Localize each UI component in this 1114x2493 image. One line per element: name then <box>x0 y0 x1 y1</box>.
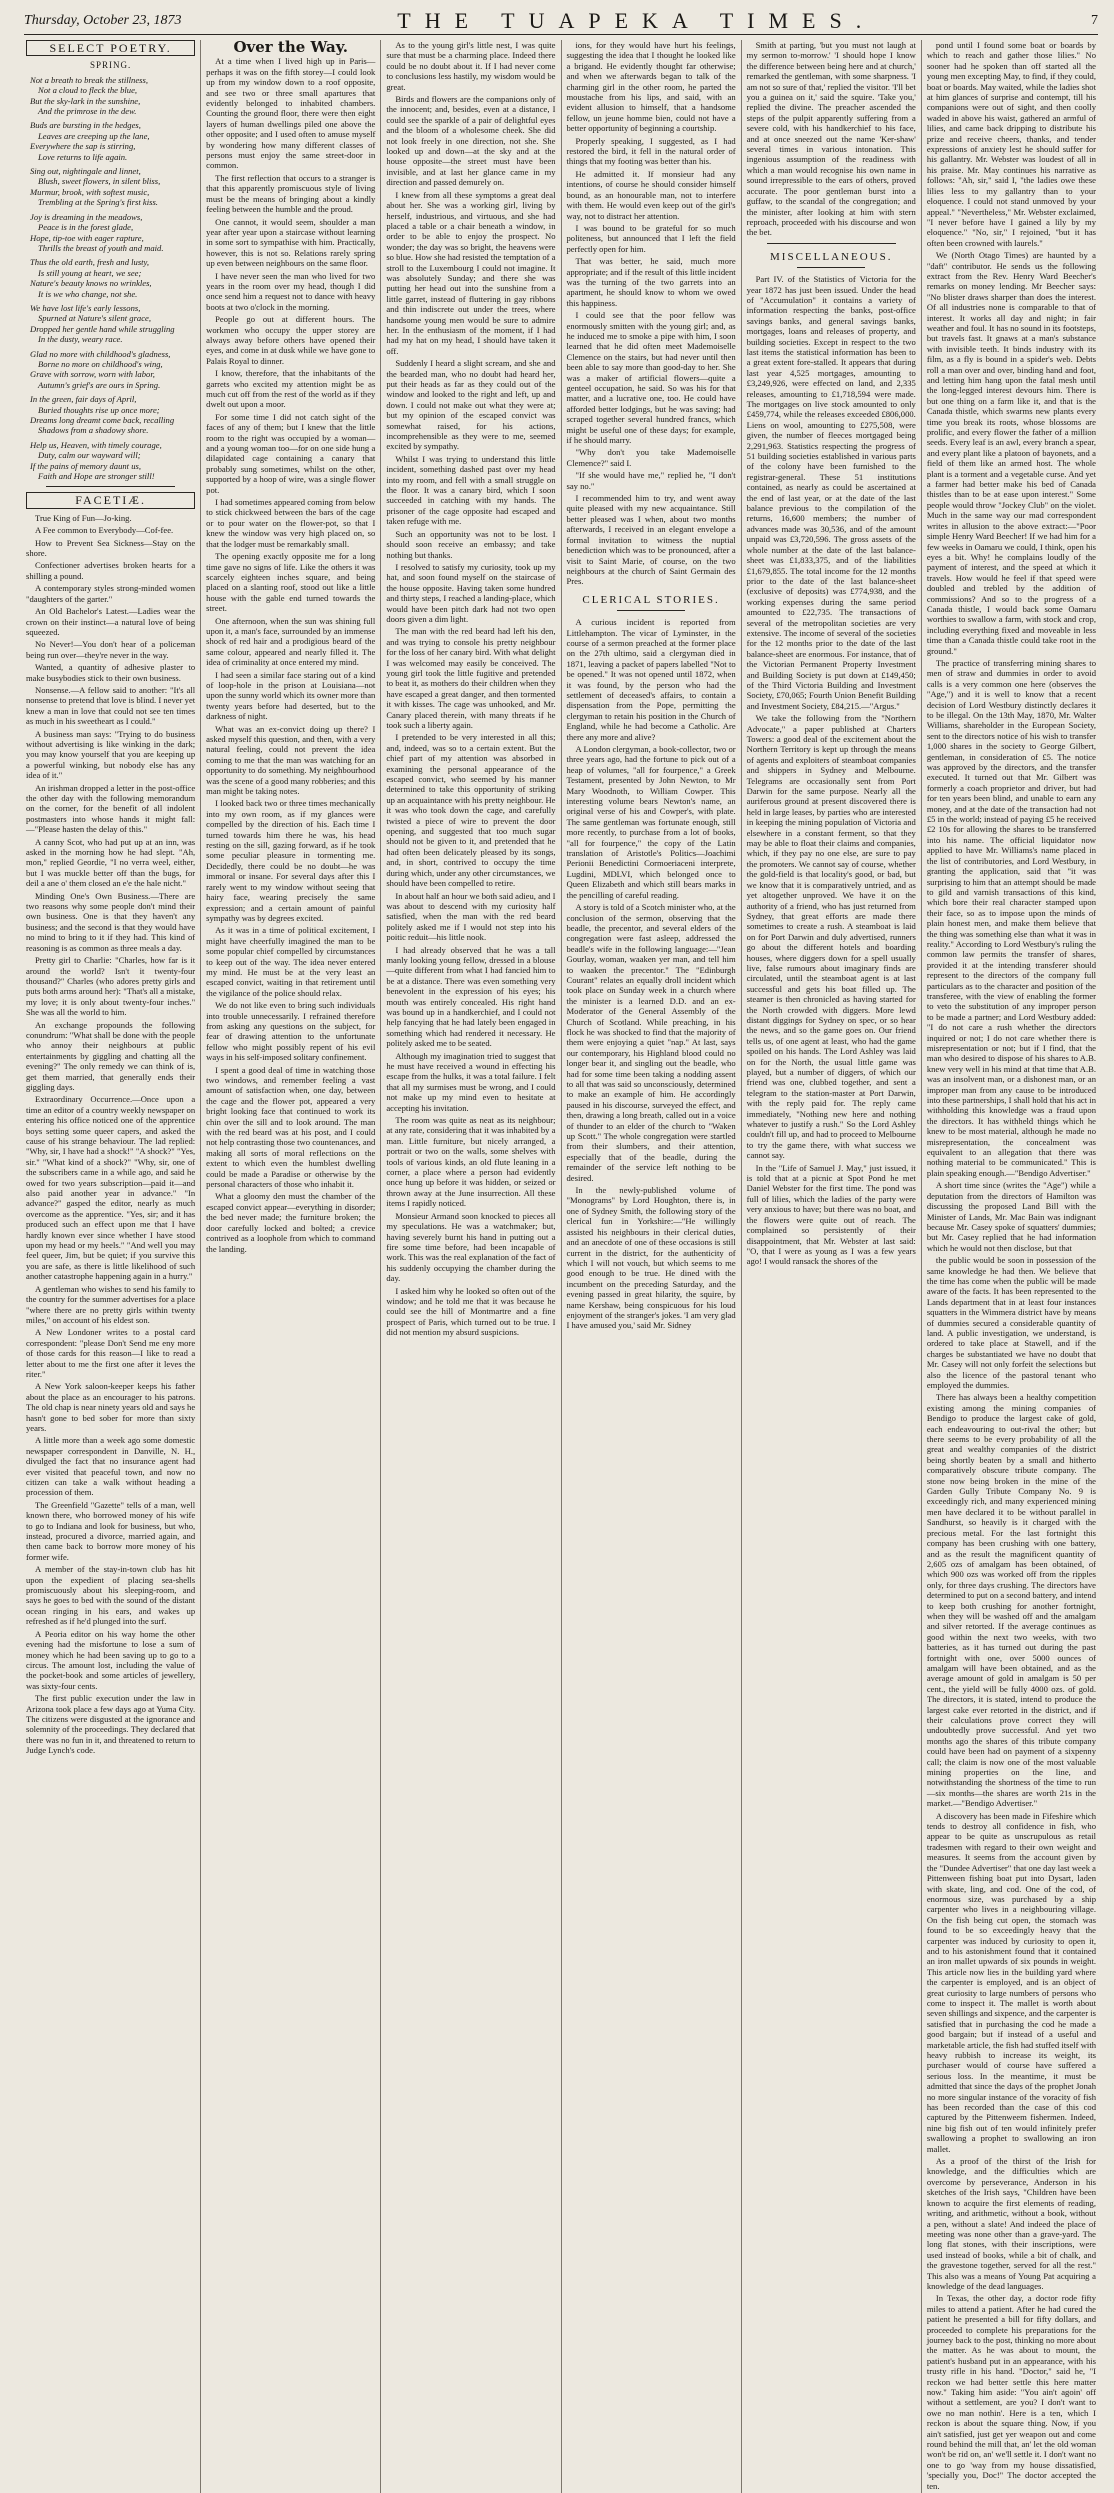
article-paragraph: At a time when I lived high up in Paris—perhaps it was on the fifth storey—I could look up from my window down to a roof opposite, and see two or three small apartures that evidently belonged to inhabited chambers. Counting the ground floor, there were then eight layers of human dwellings piled one above the other opposite; and I used often to amuse myself by wondering how many different classes of persons must enjoy the same street-door in common. <box>206 56 376 171</box>
divider <box>617 610 685 611</box>
poem-line: Everywhere the sap is stirring, <box>30 141 136 152</box>
article-paragraph: The first reflection that occurs to a stranger is that this apparently promiscuous style of living must be the means of bringing about a kindly feeling between the humble and the proud. <box>206 172 376 215</box>
article-paragraph: I could see that the poor fellow was enormously smitten with the young girl; and, as he induced me to smoke a pipe with him, I soon learned that he did often meet Mademoiselle Clemence on the stairs, but had never until then been able to say more than good-day to her. She was a maker of artificial flowers—quite a genteel occupation, he said. So was his for that matter, and a lucrative one, too. He could have afforded better lodgings, but he was saving; had scraped together several hundred francs, which might be useful one of these days; for example, if he should marry. <box>566 310 736 446</box>
article-paragraph: Confectioner advertises broken hearts for a shilling a pound. <box>26 560 196 581</box>
poem-line: If the pains of memory daunt us, <box>30 460 141 471</box>
article-paragraph: An irishman dropped a letter in the post-office the other day with the following memorandum on the corner, for the benefit of all indolent postmasters into whose hands it might fall:—"Please hasten the delay of this." <box>26 782 196 835</box>
poem-line: Glad no more with childhood's gladness, <box>30 348 171 359</box>
article-paragraph: A curious incident is reported from Littlehampton. The vicar of Lyminster, in the course of a sermon preached at the former place on the 27th ultimo, said a clergyman died in 1871, leaving a packet of papers labelled "Not to be opened." It was not opened until 1872, when it was found, by the person who had the settlement of deceased's affairs, to contain a dispensation from the Pope, permitting the clergyman to retain his position in the Church of England, while he had become a Catholic. Are there any more and alive? <box>566 617 736 742</box>
columns <box>24 38 1098 2491</box>
poem-line: In the green, fair days of April, <box>30 394 137 405</box>
column-6 <box>925 40 1098 2493</box>
article-paragraph: He admitted it. If monsieur had any intentions, of course he should consider himself bound, as an honourable man, not to interfere with them. He would even keep out of the girl's way, not to distract her attention. <box>566 168 736 221</box>
poem-line: Buried thoughts rise up once more; <box>38 404 160 415</box>
poem-stanza <box>26 394 195 436</box>
divider <box>46 486 175 487</box>
poem-line: Blush, sweet flowers, in silent bliss, <box>38 176 161 187</box>
article-paragraph: I had seen a similar face staring out of a kind of loop-hole in the prison at Louisiana—not upon the sunny world which its owner more than twenty years before had deserted, but to the darkness of night. <box>206 669 376 722</box>
article-paragraph: What a gloomy den must the chamber of the escaped convict appear—everything in disorder; the bed never made; the furniture broken; the door carefully locked and bolted; a crevice contrived as a loophole from which to command the landing. <box>206 1191 376 1254</box>
article-paragraph: I had already observed that he was a tall manly looking young fellow, dressed in a blouse—quite different from what I had fancied him to be at a distance. There was even something very benevolent in the expression of his eyes; his mouth was entirely concealed. His right hand was bound up in a handkerchief, and I could not help fancying that he had lately been engaged in something which had rendered it necessary. He politely asked me to be seated. <box>386 944 556 1049</box>
poem-line: Shadows from a shadowy shore. <box>38 425 149 436</box>
article-paragraph: Pretty girl to Charlie: "Charles, how far is it around the world? Isn't it twenty-four thousand?" Charles (who adores pretty girls and puts both arms around her): "That's all a mistake, my love; it is only about twenty-four inches." She was all the world to him. <box>26 955 196 1018</box>
page-number: 7 <box>1090 13 1098 28</box>
poem-stanza <box>26 303 195 345</box>
article-paragraph: No Never!—You don't hear of a policeman being run over—they're never in the way. <box>26 639 196 660</box>
over-the-way-heading: Over the Way. <box>233 38 348 56</box>
article-paragraph: "If she would have me," replied he, "I don't say no." <box>566 470 736 491</box>
article-paragraph: the public would be soon in possession of the same knowledge he had then. We believe that the time has come when the public will be made aware of the facts. It has been represented to the Lands department that in at least four instances squatters in the Wimmera district have by means of dummies secured a considerable quantity of land. A public investigation, we understand, is ordered to take place at Stawell, and if the charges be substantiated we have no doubt that Mr. Casey will not only forfeit the selections but also the licence of the pastoral tenant who employed the dummies. <box>926 1255 1096 1390</box>
newspaper-title: THE TUAPEKA TIMES. <box>397 8 876 33</box>
poem-line: Not a cloud to fleck the blue, <box>38 85 138 96</box>
article-paragraph: A member of the stay-in-town club has hit upon the expedient of placing sea-shells promiscuously about his sleeping-room, and says he goes to bed with the sound of the distant ocean ringing in his ears, and wakes up refreshed as if he'd plunged into the surf. <box>26 1564 196 1627</box>
miscellaneous-continued-2 <box>927 1255 1096 2491</box>
miscellaneous-continued <box>927 40 1096 1253</box>
poem-line: Leaves are creeping up the lane, <box>38 130 150 141</box>
article-paragraph: Whilst I was trying to understand this little incident, something dashed past over my head into my room, and fell with a small struggle on the floor. It was a canary bird, which I soon succeeded in catching with my hands. The prisoner of the cage opposite had escaped and taken refuge with me. <box>386 453 556 527</box>
column-2 <box>204 40 377 2493</box>
poem-line: Is still young at heart, we see; <box>38 267 142 278</box>
article-paragraph: I pretended to be very interested in all this; and, indeed, was so to a certain extent. But the chief part of my attention was absorbed in examining the personal appearance of the escaped convict, who seemed by his manner determined to take this opportunity of striking up an acquaintance with his pretty neighbour. He it was who took down the cage, and carefully twisted a piece of wire to prevent the door opening, and suggested that too much sugar should not be given to it, and pretended that he had often been delicately pleased by its songs, and, in short, contrived to occupy the time during which, under any other circumstances, we should have been compelled to retire. <box>386 732 556 889</box>
article-paragraph: Monsieur Armand soon knocked to pieces all my speculations. He was a watchmaker; but, having severely burnt his hand in putting out a fire some time before, had been incapable of work. This was the real explanation of the fact of his suddenly occupying the chamber during the day. <box>386 1210 556 1284</box>
article-paragraph: A little more than a week ago some domestic newspaper correspondent in Danville, N. H., divulged the fact that no insurance agent had ever visited that peaceful town, and now no citizen can take a walk without heading a procession of them. <box>26 1435 196 1498</box>
article-paragraph: A business man says: "Trying to do business without advertising is like winking in the dark; you may know yourself that you are keeping up a powerful winking, but nobody else has any idea of it." <box>26 728 196 781</box>
poem-line: In the dusty, weary race. <box>38 334 123 345</box>
article-paragraph: As to the young girl's little nest, I was quite sure that must be a charming place. Indeed there could be no doubt about it. If I had never come to conclusions less hastily, my wisdom would be great. <box>386 40 556 92</box>
over-the-way-conclusion <box>567 40 736 587</box>
article-paragraph: An Old Bachelor's Latest.—Ladies wear the crown on their instinct—a natural love of being squeezed. <box>26 606 196 637</box>
article-paragraph: I asked him why he looked so often out of the window; and he told me that it was because he could see the hill of Montmartre and a fine prospect of Paris, which turned out to be true. I did not mention my absurd suspicions. <box>386 1285 556 1338</box>
article-paragraph: Suddenly I heard a slight scream, and she and the bearded man, who no doubt had heard her, put their heads as far as they could out of the window and looked to the right and left, up and down. I could not make out what they were at; but my opinion of the escaped convict was somewhat raised, for his actions, incomprehensible as they were to me, seemed excited by sympathy. <box>386 358 556 452</box>
clerical-stories-body <box>567 617 736 1331</box>
poem-line: Hope, tip-toe with eager rapture, <box>30 232 144 243</box>
article-paragraph: Such an opportunity was not to be lost. I should soon receive an embassy; and take nothing but thanks. <box>386 528 556 560</box>
article-paragraph: A discovery has been made in Fifeshire which tends to destroy all confidence in fish, who appear to be quite as unscrupulous as retail tradesmen with regard to their own weight and measures. It seems from the account given by the "Dundee Advertiser" that one day last week a Pittenween fishing boat put into Dysart, laden with skate, ling, and cod. One of the cod, of enormous size, was purchased by a ship carpenter who lives in a neighbouring village. On the fish being cut open, the stomach was found to be so exceedingly heavy that the carpenter was induced by curiosity to open it, and to his astonishment found that it contained an iron mallet upwards of six pounds in weight. This article now lies in the building yard where the carpenter is employed, and is an object of great curiosity to large numbers of persons who come to inspect it. The mallet is worth about seven shillings and sixpence, and the carpenter is satisfied that in purchasing the cod he made a good bargain; but if instead of a useful and marketable article, the fish had stuffed itself with heavy rubbish to increase its weight, its purchaser would of course have suffered a serious loss. In the meantime, it must be admitted that since the days of the prophet Jonah no more singular instance of the voracity of fish has been recorded than the case of this cod captured by the Pittenweem fishermen. Indeed, nine big fish out of ten would infinitely prefer swallowing a prophet to swallowing an iron mallet. <box>926 1810 1096 2154</box>
clerical-stories-continued <box>747 40 916 238</box>
article-paragraph: Part IV. of the Statistics of Victoria for the year 1872 has just been issued. Under the head of "Accumulation" it contains a variety of information respecting the banks, post-office savings banks, and general savings banks, mortgages, loans and releases of property, and building societies. Except in respect to the two last items the statistical information has been to a great extent fore-stalled. It appears that during last year 4,525 mortgages, amounting to £3,249,926, were effected on land, and 2,335 releases, amounting to £1,718,594 were made. The mortgages on live stock amounted to only £459,774, while the releases exceeded £806,000. Liens on wool, amounting to £275,508, were given, the number of fleeces mortgaged being 2,291,963. Statistics respecting the progress of 51 building societies established in various parts of the colony have been furnished to the registrar-general. These 51 institutions contained, as nearly as could be ascertained at the end of last year, or at the date of the last balance previous to the compilation of the returns, 16,600 members; the number of advances made was 30,536, and of the amount unpaid was £3,720,596. The gross assets of the whole number at the date of the last balance-sheet was £1,833,375, and of the liabilities £1,679,855. The total income for the 12 months prior to the date of the last balance-sheet (exclusive of deposits) was £774,938, and the working expenses during the same period amounted to £22,735. The transactions of several of the metropolitan societies are very extensive. The income of several of the societies for the 12 months prior to the date of the last balance-sheet are enormous. For instance, that of the Victorian Permanent Property Investment and Building Society is put down at £149,450; of the Third Victoria Building and Investment Society, £70,065; Fourth Union Benefit Building and Investment Society, £84,215.—"Argus." <box>746 274 916 711</box>
issue-date: Thursday, October 23, 1873 <box>24 13 182 28</box>
clerical-stories-heading: CLERICAL STORIES. <box>582 593 720 606</box>
divider <box>767 243 896 244</box>
article-paragraph: A contemporary styles strong-minded women "daughters of the garter." <box>26 583 196 604</box>
article-paragraph: Properly speaking, I suggested, as I had restored the bird, it fell in the natural order of things that my footing was better than his. <box>566 135 736 167</box>
article-paragraph: One cannot, it would seem, shoulder a man year after year upon a staircase without learning in some sort to sympathise with him. Practically, however, this is not so. Relations rarely spring up even between neighbours on the same floor. <box>206 216 376 269</box>
article-paragraph: I had sometimes appeared coming from below to stick chickweed between the bars of the cage or to pour water on the flower-pot, so that I knew the window was very high placed on, so that the lodger must be remarkably small. <box>206 497 376 549</box>
poem-title: SPRING. <box>89 60 132 71</box>
poem-line: Dreams long dreamt come back, recalling <box>30 415 175 425</box>
article-paragraph: True King of Fun—Jo-king. <box>35 512 132 523</box>
poem-line: Grave with sorrow, worn with labor, <box>30 369 155 380</box>
article-paragraph: There has always been a healthy competition existing among the mining companies of Bendigo to produce the largest cake of gold, each endeavouring to out-rival the other; but there seems to be every probability of all the great and wealthy companies of the district being shortly beaten by a small and hitherto comparatively obscure tribute company. The stone now being broken in the mine of the Garden Gully Tribute Company No. 9 is exceedingly rich, and many experienced mining men have declared it to be without parallel in Sandhurst, so heavily is it charged with the precious metal. For the last fortnight this company has been crushing with one battery, and as the result the magnificent quantity of 2,605 ozs of amalgam has been obtained, of which 900 ozs was worked off from the ripples only, for three days crushing. The directors have determined to put on a second battery, and intend to keep both crushing for another fortnight, when they will be washed off and the amalgam and silver retorted. If the average continues as good within the next two weeks, with two batteries, as it has turned out during the past fortnight with one, over 5000 ounces of amalgam will have been obtained, and as the average amount of gold in amalgam is 50 per cent., the yield will be fully 4000 ozs. of gold. The directors, it is stated, intend to produce the largest cake ever retorted in the district, and if their calculations prove correct they will undoubtedly prove successful. And yet two months ago the shares of this tribute company could have been had on payment of a sixpenny call; the claim is now one of the most valuable mining properties on the line, and notwithstanding the shortness of the time to run—six months—the shares are worth 21s in the market.—"Bendigo Advertiser." <box>926 1392 1096 1809</box>
column-3 <box>384 40 557 2493</box>
article-paragraph: The opening exactly opposite me for a long time gave no signs of life. Like the others it was scarcely eighteen inches square, and being placed on a slanting roof, stood out like a little house with the gable end turned towards the street. <box>206 551 376 614</box>
poem-line: It is we who change, not she. <box>38 288 138 299</box>
article-paragraph: Smith at parting, 'but you must not laugh at my sermon to-morrow.' 'I should hope I know the difference between being here and at church,' remarked the gentleman, with some sharpness. 'I am not so sure of that,' replied the visitor. 'I'll bet you a guinea on it,' said the squire. 'Take you,' replied the divine. The preacher ascended the steps of the pulpit apparently suffering from a severe cold, with his handkerchief to his face, and at once sneezed out the name 'Ker-shaw' several times in various intonation. This ingenious assumption of the readiness with which a man would recognise his own name in sound irrepressible to the ears of others, proved accurate. The poor gentleman burst into a guffaw, to the scandal of the congregation; and the minister, after looking at him with stern reproach, proceeded with his discourse and won the bet. <box>746 40 916 238</box>
article-paragraph: A New York saloon-keeper keeps his father about the place as an encourager to his patrons. The old chap is near ninety years old and says he hasn't gone to bed sober for more than sixty years. <box>26 1381 196 1433</box>
article-paragraph: An exchange propounds the following conundrum: "What shall be done with the people who annoy their neighbours at public entertainments by giggling and chatting all the evening?" The only remedy we can think of is, get them married, that generally ends their giggling days. <box>26 1019 196 1092</box>
article-paragraph: A story is told of a Scotch minister who, at the conclusion of the sermon, observing that the beadle, the precentor, and several elders of the congregation were fast asleep, addressed the beadle's wife in the following language:—"Jean Gourlay, woman, waaken yer man, and tell him to waaken the precentor." The "Edinburgh Courant" relates an equally droll incident which took place on Sunday week in a church where the minister is a learned D.D. and an ex-Moderator of the General Assembly of the Church of Scotland. While preaching, in his flock he was shocked to find that the majority of them were enjoying a quiet "nap." At last, says our contemporary, his Highland blood could no longer bear it, and singling out the beadle, who had for some time been taking a nodding assent to all that was said so unconsciously, determined to make an example of him. He accordingly paused in his discourse, surveyed the effect, and then, drawing a long breath, called out in a voice of thunder to an elder of the church to "Waken up Scott." The whole congregation were startled from their slumbers, and their attention, especially that of the beadle, during the remainder of the service left nothing to be desired. <box>566 902 736 1183</box>
article-paragraph: I recommended him to try, and went away quite pleased with my new acquaintance. Still better pleased was I when, about two months afterwards, I received in an elegant envelope a formal invitation to witness the nuptial benediction which was to be pronounced, after a visit to Saint Marie, of course, on the two neighbours at the church of Saint Germain des Pres. <box>566 493 736 587</box>
poem-stanza <box>26 166 195 208</box>
article-paragraph: The man with the red beard had left his den, and was trying to console his pretty neighbour for the loss of her canary bird. With what delight I was welcomed may easily be conceived. The young girl took the little fugitive and pretended to beat it, as mothers do their children when they have escaped a great danger, and then tormented it with kisses. The cage was unhooked, and Mr. Canary placed therein, with many threats if he took such a liberty again. <box>386 626 556 730</box>
facetiae-body <box>26 513 195 1756</box>
article-paragraph: That was better, he said, much more appropriate; and if the result of this little incident was the turning of the two garrets into an apartment, he should know to whom we owed this happiness. <box>566 256 736 308</box>
article-paragraph: One afternoon, when the sun was shining full upon it, a man's face, surrounded by an immense shock of red hair and a prodigious beard of the same colour, appeared and nearly filled it. The idea of criminality at once entered my mind. <box>206 615 376 668</box>
masthead <box>24 8 1098 35</box>
poem-line: Sing out, nightingale and linnet, <box>30 166 141 177</box>
article-paragraph: The practice of transferring mining shares to men of straw and dummies in order to avoid calls is a very common one here (observes the "Age,") and it is well to know that a recent decision of Lord Westbury distinctly declares it to be illegal. On the 13th May, 1870, Mr. Walter Williams, shareholder in the European Society, sent to the directors notice of his wish to transfer 1,000 shares in the society to George Gilbert, gentleman, in consideration of £5. The notice was approved by the directors, and the transfer executed. It turned out that Mr. Gilbert was formerly a coach proprietor and driver, but had for ten years been blind, and unable to earn any money, and at the date of the transaction had not £5 in the world; instead of paying £5 he received £2 10s for allowing the shares to be transferred into his name. The official liquidator now applied to have Mr. Williams's name placed in the list of contributories, and Lord Westbury, in granting the application, said that "it was surprising to him that an attempt should be made to gild and varnish transactions of this kind, which bore their real character stamped upon their face, so as to impose upon the minds of plain honest men, and make them believe that the thing was something else than what it was in reality." According to Lord Westbury's ruling the common law permits the transfer of shares, provided it at the intending transferer should represent to the directors of the company full particulars as to the character and position of the transferee, with the view of enabling the former to veto the substitution of any improper person to be made a partner; and Lord Westbury added: "I do not care a rush whether the directors inquired or not; I do not care whether there is misrepresentation or not; but if I find, that the man who desired to dispose of his shares to A.B. knew very well in his mind at that time that A.B. was an insolvent man, or a dishonest man, or an improper man from any cause to be introduced into these partnerships, I shall hold that his act in withholding this knowledge was a fraud upon the directors. It has withheld things which he knew to be most material, although he made no misrepresentation, the concealment was equivalent to an allegation that there was nothing material to be communicated." This is plain speaking enough.—"Bendigo Advertiser." <box>926 657 1096 1178</box>
poem-stanza <box>26 440 195 482</box>
poem-line: Dropped her gentle hand while struggling <box>30 323 175 334</box>
poem-line: Buds are bursting in the hedges, <box>30 120 141 131</box>
article-paragraph: A short time since (writes the "Age") while a deputation from the directors of Hamilton was discussing the proposed Land Bill with the Minister of Lands, Mr. Mac Bain was indignant because Mr. Casey spoke of squatters' dummies; but Mr. Casey replied that he had information which he would not then disclose, but that <box>926 1180 1096 1253</box>
article-paragraph: In about half an hour we both said adieu, and I was about to descend with my curiosity half satisfied, when the man with the red beard politely asked me if I would not step into his poitic reduit—his little nook. <box>386 890 556 943</box>
poem-line: Autumn's grief's are ours in Spring. <box>38 379 161 390</box>
article-paragraph: How to Prevent Sea Sickness—Stay on the shore. <box>26 537 196 559</box>
select-poetry-heading: SELECT POETRY. <box>26 40 195 56</box>
article-paragraph: In the "Life of Samuel J. May," just issued, it is told that at a picnic at Spot Pond he met Daniel Webster for the first time. The pond was full of lilies, which the ladies of the party were very anxious to have; but there was no boat, and the flowers were quite out of reach. The complained so persistently of their disappointment, that Mr. Webster at last said: "O, that I were as young as I was a few years ago! I would ransack the shores of the <box>746 1162 916 1267</box>
poem-line: Spurned at Nature's silent grace, <box>38 313 151 324</box>
article-paragraph: I spent a good deal of time in watching those two windows, and remember feeling a vast amount of satisfaction when, one day, between the cage and the flower pot, appeared a very bright looking face that continued to work its chin over the sill and to look around. The man with the red beard was at his post, and I could not help contrasting those two countenances, and making all sorts of moral reflections on the extent to which even the humblest dwelling could be made a Paradise or otherwise by the personal characters of those who inhabit it. <box>206 1064 376 1190</box>
poem-line: Duty, calm our wayward will; <box>38 450 141 461</box>
poem-line: We have lost life's early lessons, <box>30 302 141 313</box>
poem-line: Murmur, brook, with softest music, <box>30 186 150 197</box>
poem-line: Nature's beauty knows no wrinkles, <box>30 278 152 289</box>
article-paragraph: Minding One's Own Business.—There are two reasons why some people don't mind their own business. One is that they haven't any business; and the second is that they would have no mind to bring to it if they had. This kind of reasoning is as common as three meals a day. <box>26 890 196 953</box>
poem-stanza <box>26 212 195 254</box>
article-paragraph: Although my imagination tried to suggest that he must have received a wound in effecting his escape from the hulks, it was a total failure. I felt that all my surmises must be wrong, and I could not make up my mind even to hesitate at accepting his invitation. <box>386 1050 556 1113</box>
poem-line: Thrills the breast of youth and maid. <box>38 242 164 253</box>
poem-line: But the sky-lark in the sunshine, <box>30 95 141 106</box>
article-paragraph: I looked back two or three times mechanically into my own room, as if my glances were compelled by the direction of his. Each time I turned towards him there he was, his head resting on the sill, gazing forward, as if he took some peculiar pleasure in tormenting me. Decidedly, there could be no doubt—he was immoral or insane. For several days after this I rarely went to my window without seeing that hairy face, wearing precisely the same expression; and a certain amount of painful sympathy was by degrees excited. <box>206 798 376 923</box>
poem-line: Not a breath to break the stillness, <box>30 74 148 85</box>
article-paragraph: I have never seen the man who lived for two years in the room over my head, though I did once send him a request not to dance with heavy boots at two o'clock in the morning. <box>206 270 376 312</box>
poem-line: Love returns to life again. <box>38 151 128 162</box>
article-paragraph: A Peoria editor on his way home the other evening had the misfortune to lose a sum of money which he had been saving up to go to a circus. The amount lost, including the value of the pocket-book and some articles of jewellery, was sixty-four cents. <box>26 1628 196 1691</box>
article-paragraph: As a proof of the thirst of the Irish for knowledge, and the difficulties which are overcome by perseverance, Anderson in his sketches of the Irish says, "Children have been known to acquire the first elements of reading, writing, and arithmetic, without a book, without a pen, without a slate! And indeed the place of meeting was none other than a grave-yard. The long flat stones, with their inscriptions, were used instead of books, while a bit of chalk, and the gravestone together, served for all the rest." This also was a means of Young Pat acquiring a knowledge of the dead languages. <box>926 2156 1096 2291</box>
poem-line: Borne no more on childhood's wing, <box>38 358 163 369</box>
article-paragraph: I knew from all these symptoms a great deal about her. She was a working girl, living by herself, industrious, and virtuous, and she had placed a table or a chair beneath a window, in order to be able to enjoy the prospect. No wonder; the day was so bright, the heavens were so blue. How she had resisted the temptation of a stroll to the Luxembourg I could not imagine. It was absolutely Sunday; and there she was putting her head out into the sunshine from a little garret, instead of fluttering in gay ribbons and thin indiscrete out under the trees, where handsome young men would be sure to admire her. In the enthusiasm of the moment, if I had had my hat on my head, I should have taken it off. <box>386 189 556 356</box>
article-paragraph: We (North Otago Times) are haunted by a "daft" contributor. He sends us the following extract from the Rev. Henry Ward Beecher's remarks on money lending. Mr Beecher says: "No blister draws sharper than does the interest. Of all industries none is comparable to that of interest. It works all day and night; in fair weather and foul. It has no sound in its footsteps, but travels fast. It gnaws at a man's substance with invisible teeth. It binds industry with its film, as a fly is bound in a spider's web. Debts roll a man over and over, binding hand and foot, and letting him hang upon the fatal mesh until the long-legged interest devours him. There is but one thing on a farm like it, and that is the Canada thistle, which swarms new plants every time you break its roots, whose blossoms are prolific, and every flower the father of a million seeds. Every leaf is an awl, every branch a spear, and every plant like a platoon of bayonets, and a field of them like an armed host. The whole plant is a torment and a vegetable curse. And yet a farmer had better make his bed of Canada thistles than to be at ease upon interest." Some people would throw "Jockey Club" on the violet. Much in the same way our mad correspondent writes in allusion to the above extract:—"Poor simple Henry Ward Beecher! If we had him for a few weeks in Oamaru we could, I think, open his eyes a bit. Why! he complains loudly of the payment of interest, and the speed at which it travels. How would he feel if that speed were doubled and trebled by the addition of commissions? And so to the progress of a Canada thistle, I would back some Oamaru worthies to swallow a farm, with stock and crop, including everything fixed and moveable in less time than a Canada thistle could take root in the ground." <box>926 250 1096 656</box>
article-paragraph: A New Londoner writes to a postal card correspondent: "please Don't Send me eny more of those cards for this reason—I like to read a letter about to me the first one after it leves the riter." <box>26 1327 196 1379</box>
article-paragraph: A Fee common to Everybody—Cof-fee. <box>35 525 174 536</box>
article-paragraph: The first public execution under the law in Arizona took place a few days ago at Yuma City. The citizens were disgusted at the ignorance and solemnity of the proceedings. They declared that there was no fun in it, and threatened to return to Judge Lynch's code. <box>26 1693 196 1756</box>
article-paragraph: The Greenfield "Gazette" tells of a man, well known there, who borrowed money of his wife to go to Indiana and look for business, but who, instead, procured a divorce, married again, and then came back to borrow more money of his former wife. <box>26 1499 196 1562</box>
poem-line: Joy is dreaming in the meadows, <box>30 211 143 222</box>
article-paragraph: I was bound to be grateful for so much politeness, but announced that I left the field perfectly open for him. <box>566 222 736 254</box>
article-paragraph: We take the following from the "Northern Advocate," a paper published at Charters Towers: a good deal of the excitement about the Northern Territory is kept up through the means of agents and exploiters of steamboat companies and shippers in Sydney and Melbourne. Telegrams are occasionally sent from Port Darwin for the same purpose. Nearly all the auriferous ground at present discovered there is held in large leases, by parties who are interested in keeping the mining population of Victoria and elsewhere in a constant ferment, so that they may be able to float their claims and companies, which, if they pay no one else, are sure to pay the promoters. We cannot say of course, whether the gold-field is that locality's good, or bad, but we know that it is comparatively untried, and as yet altogether unproved. We have it on the authority of a friend, who has just returned from Sydney, that great efforts are made there sometimes to create a rush. A steamboat is laid on for Port Darwin and duly advertised, runners go about the different hotels and boarding houses, where diggers down for a spell usually live, false rumours about imaginary finds are circulated, until the steamboat agent is at last successful and gets his boat filled up. The steamer is then chronicled as having started for the North crowded with diggers. More lewd distant diggings for Sydney on spec, or so hear the news, and so the game goes on. Our friend tells us, of one agent at least, who had the game spoiled on his hands. The Lord Ashley was laid on for the North, the usual little game was played, but a number of diggers, of which our friend was one, clubbed together, and sent a telegram to the station-master at Port Darwin, with the reply paid for. The reply came immediately, "Nothing new here and nothing whatever to justify a rush." So the Lord Ashley couldn't fill up, and had to proceed to Melbourne to try the game there, with what success we cannot say. <box>746 713 916 1161</box>
article-paragraph: I know, therefore, that the inhabitants of the garrets who excited my attention might be as much cut off from the rest of the world as if they dwelt out upon a moor. <box>206 368 376 410</box>
poem-line: And the primrose in the dew. <box>38 106 137 117</box>
miscellaneous-body <box>747 274 916 1267</box>
poem-line: Peace is in the forest glade, <box>38 222 134 233</box>
article-paragraph: We do not like even to bring such individuals into trouble unnecessarily. I refrained therefore from asking any questions on the subject, for fear of drawing attention to the unfortunate fellow who might possibly repent of his evil ways in his self-imposed solitary confinement. <box>206 1000 376 1063</box>
miscellaneous-heading: MISCELLANEOUS. <box>770 250 893 263</box>
article-paragraph: Extraordinary Occurrence.—Once upon a time an editor of a country weekly newspaper on entering his office noticed one of the apprentice boys setting some queer capers, and asked the cause of his strange behaviour. The lad replied: "Why, sir, I have had a shock!" "A shock?" "Yes, sir." "What kind of a shock?" "Why, sir, one of the subscribers came in a while ago, and said he owed for two years subscription—paid it—and also paid another year in advance." "In advance?" gasped the editor, nearly as much overcome as the apprentice. "Yes, sir; and it has produced such an effect upon me that I have hardly known ever since whether I have stood upon my head or my heels." "And well you may feel queer, Jim, but be quiet; if you survive this you are safe, as there is little likelihood of such another catastrophe happening again in a hurry." <box>26 1094 196 1282</box>
article-paragraph: As it was in a time of political excitement, I might have cheerfully imagined the man to be some popular chief compelled by circumstances to keep out of the way. The idea never entered my mind. He must be at the very least an escaped convict, waiting in that retirement until the vigilance of the police should relax. <box>206 925 376 998</box>
poem-stanza <box>26 257 195 299</box>
article-paragraph: ions, for they would have hurt his feelings, suggesting the idea that I thought he looked like a brigand. He evidently thought far otherwise; and when we afterwards began to talk of the charming girl in the other room, he parted the moustache from his lips, and said, with an evident allusion to himself, that a handsome fellow, un jeune homme bien, could not have a better opportunity of beginning a courtship. <box>566 40 736 134</box>
poem-line: Thus the old earth, fresh and lusty, <box>30 257 150 268</box>
column-5 <box>745 40 918 2493</box>
column-1 <box>24 40 197 2493</box>
poem-body <box>26 75 195 482</box>
facetiae-heading: FACETIÆ. <box>26 492 195 508</box>
poem-stanza <box>26 120 195 162</box>
article-paragraph: Wanted, a quantity of adhesive plaster to make busybodies stick to their own business. <box>26 662 196 683</box>
over-the-way-body <box>206 56 375 1254</box>
over-the-way-continued <box>386 40 555 1338</box>
poem-line: Trembling at the Spring's first kiss. <box>38 197 158 208</box>
column-4 <box>565 40 738 2493</box>
article-paragraph: For some time I did not catch sight of the faces of any of them; but I knew that the little room to the right was occupied by a woman—and a young woman too—for on one side hung a dilapidated cage containing a canary that probably sung sometimes, whilst on the other, supported by a hoop of wire, was a single flower pot. <box>206 411 376 495</box>
article-paragraph: A gentleman who wishes to send his family to the country for the summer advertises for a place "where there are no pretty girls within twenty miles," on account of his eldest son. <box>26 1283 196 1325</box>
article-paragraph: I resolved to satisfy my curiosity, took up my hat, and soon found myself on the staircase of the house opposite. Having taken some hundred and thirty steps, I reached a landing-place, which would have been pitch dark had not two open doors given a dim light. <box>386 561 556 624</box>
article-paragraph: The room was quite as neat as its neighbour; at any rate, considering that it was inhabited by a man. Little furniture, but nicely arranged, a portrait or two on the walls, some shelves with tools of various kinds, an old flute leaning in a corner, a place where a person had evidently once hung up before it was hidden, or seized or thrown away at the June insurrection. All these items I rapidly noticed. <box>386 1115 556 1209</box>
poem-stanza <box>26 349 195 391</box>
article-paragraph: pond until I found some boat or boards by which to reach and gather those lilies." No sooner had he spoken than off started all the young men excepting May, to find, if they could, boat or boards. May waited, while the ladies shot at him glances of surprise and contempt, till his companions were out of sight, and then coolly waded in above his waist, gathered an armful of lilies, and came back dripping to distribute his prize and receive cheers, thanks, and tender expressions of anxiety lest he should suffer for his gallantry. Mr. Webster was loudest of all in his praise. Mr. May continues his narrative as follows: "Ah, sir," said I, "the ladies owe these lilies less to my gallantry than to your eloquence. I could not stand unmoved by your appeal." "Nevertheless," Mr. Webster exclaimed, "I never before have I gained a lily by my eloquence." "No, sir," I rejoined, "but it has often been crowned with laurels." <box>926 40 1096 248</box>
article-paragraph: In the newly-published volume of "Monograms" by Lord Houghton, there is, in one of Sydney Smith, the following story of the clerical fun in Yorkshire:—"He willingly assisted his neighbours in their clerical duties, and an anecdote of one of these occasions is still current in the district, for the authenticity of which I will not vouch, but which seems to me good enough to be true. He dined with the incumbent on the preceding Saturday, and the evening passed in great hilarity, the squire, by name Kershaw, being conspicuous for his loud enjoyment of the stranger's jokes. 'I am very glad I have amused you,' said Mr. Sidney <box>566 1185 736 1331</box>
article-paragraph: Birds and flowers are the companions only of the innocent; and, besides, even at a distance, I could see the sparkle of a pair of delightful eyes and the bloom of a wholesome cheek. She did not look freely in one direction, not she. She looked up and down—at the sky and at the house opposite—the street must have been invisible, and at last her glance came in my direction and passed demurely on. <box>386 94 556 188</box>
poem-line: Faith and Hope are stronger still! <box>38 471 155 482</box>
poem-line: Help us, Heaven, with timely courage, <box>30 439 162 450</box>
article-paragraph: A London clergyman, a book-collector, two or three years ago, had the fortune to pick out of a heap of volumes, "all for fourpence," a Greek Testament, presented by John Newton, to Mr Mary Woodnoth, to William Cowper. This interesting volume bears Newton's name, an original verse of his and Cowper's, with plate. The same gentleman was fortunate enough, still more recently, to purchase from a lot of books, "all for fourpence," the copy of the Latin translation of Aristotle's Politics—Joachimi Perionii Benedictini Cormoeriaceni interprete, Lugdini, MDLVI, which belonged once to Queen Elizabeth and which still bears marks in the pencilling of careful reading. <box>566 744 736 900</box>
article-paragraph: People go out at different hours. The workmen who occupy the upper storey are always away before others have opened their eyes, and come in at dusk while we have gone to Palais Royal to dinner. <box>206 314 376 366</box>
article-paragraph: In Texas, the other day, a doctor rode fifty miles to attend a patient. After he had cured the patient he presented a bill for fifty dollars, and proceeded to complete his preparations for the journey back to the post, thinking no more about the matter. As he was about to mount, the patient's husband put in an appearance, with his trusty rifle in his hand. "Doctor," said he, "I reckon we had better settle this here matter now." Taking him aside: "You ain't agoin' off without a settlement, are you? I don't want to owe no man nothin'. Here is a ten, which I reckon is about the square thing. Now, if you ain't satisfied, just get yer weapon out and come round behind the mill that, an' let the old woman won't be rid on, an' we'll settle it. I don't want no one to go 'way from my house dissatisfied, 'specially you, Doc!" The doctor accepted the ten. <box>926 2293 1096 2491</box>
poem-stanza <box>26 75 195 117</box>
divider <box>797 267 865 268</box>
article-paragraph: Nonsense.—A fellow said to another: "It's all nonsense to pretend that love is blind. I never yet knew a man in love that could not see ten times as much in his sweetheart as I could." <box>26 684 196 727</box>
article-paragraph: What was an ex-convict doing up there? I asked myself this question, and then, with a very natural feeling, could not prevent the idea coming to me that the man was watching for an opportunity to do something. My neighbourhood was the scene of a good many robberies; and this man might be taking notes. <box>206 723 376 797</box>
article-paragraph: "Why don't you take Mademoiselle Clemence?" said I. <box>566 447 736 468</box>
article-paragraph: A canny Scot, who had put up at an inn, was asked in the morning how he had slept. "Ah, mon," replied Geordie, "I no verra weel, either, but I was muckle better off than the bugs, for deil a ane o' them closed an e'e the hale nicht." <box>26 836 196 889</box>
